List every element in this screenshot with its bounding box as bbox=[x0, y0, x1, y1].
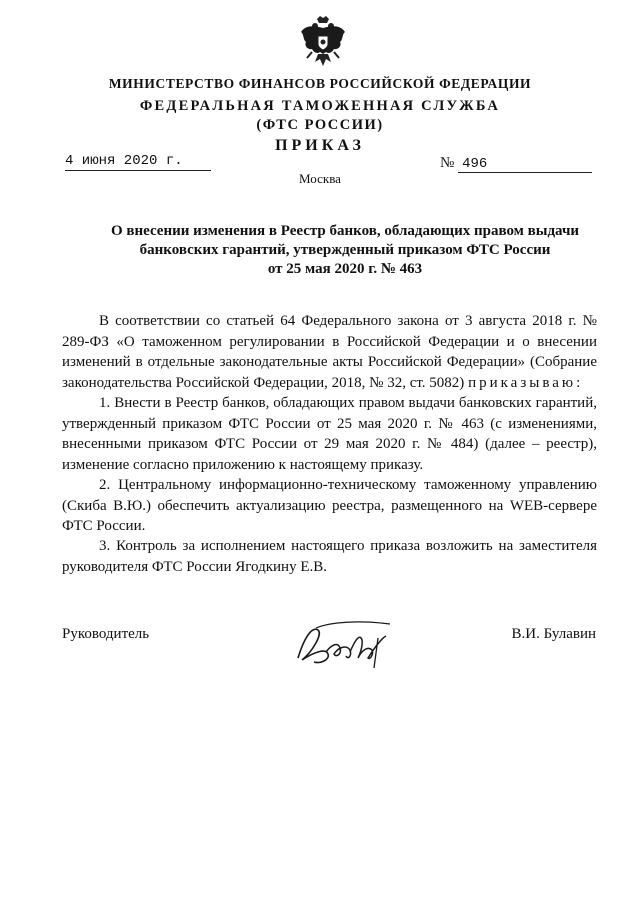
ministry-name: МИНИСТЕРСТВО ФИНАНСОВ РОССИЙСКОЙ ФЕДЕРАЦИИ bbox=[108, 76, 532, 91]
signer-name: В.И. Булавин bbox=[511, 626, 596, 642]
subject-line: О внесении изменения в Реестр банков, обладающих правом выдачи bbox=[110, 223, 580, 239]
service-abbreviation: (ФТС РОССИИ) bbox=[256, 117, 384, 133]
order-subject bbox=[95, 222, 595, 279]
order-date: 4 июня 2020 г. bbox=[65, 153, 211, 171]
clause-1: 1. Внести в Реестр банков, обладающих правом выдачи банковских гарантий, утвержденный приказом ФТС России от 25 мая 2020 г. № 463 (с изменениями, внесенными приказом ФТС России от 29 мая 2020 г. № 484) (далее – реестр), изменение согласно приложению к настоящему приказу. bbox=[62, 395, 597, 473]
subject-line: от 25 мая 2020 г. № 463 bbox=[267, 261, 423, 277]
preamble-paragraph bbox=[62, 311, 597, 393]
preamble-text: В соответствии со статьей 64 Федерального закона от 3 августа 2018 г. № 289-ФЗ «О таможенном регулировании в Российской Федерации и о внесении изменений в отдельные законодательные акты Российской Федерации» (Собрание законодательства Российской Федерации, 2018, № 32, ст. 5082) bbox=[62, 313, 597, 391]
clause-2: 2. Центральному информационно-техническому таможенному управлению (Скиба В.Ю.) обеспечить актуализацию реестра, размещенного на WEB-сервере ФТС России. bbox=[62, 477, 597, 534]
document-type: ПРИКАЗ bbox=[275, 137, 365, 154]
signer-position: Руководитель bbox=[62, 626, 150, 642]
order-word: приказываю: bbox=[468, 374, 584, 391]
coat-of-arms-icon bbox=[298, 14, 348, 72]
order-number-label: № bbox=[440, 155, 455, 171]
order-number: 496 bbox=[458, 156, 592, 173]
subject-line: банковских гарантий, утвержденный приказом ФТС России bbox=[139, 242, 551, 258]
handwritten-signature bbox=[290, 608, 410, 678]
city: Москва bbox=[299, 171, 341, 186]
clause-3: 3. Контроль за исполнением настоящего приказа возложить на заместителя руководителя ФТС России Ягодкину Е.В. bbox=[62, 538, 597, 575]
service-name: ФЕДЕРАЛЬНАЯ ТАМОЖЕННАЯ СЛУЖБА bbox=[139, 98, 501, 114]
